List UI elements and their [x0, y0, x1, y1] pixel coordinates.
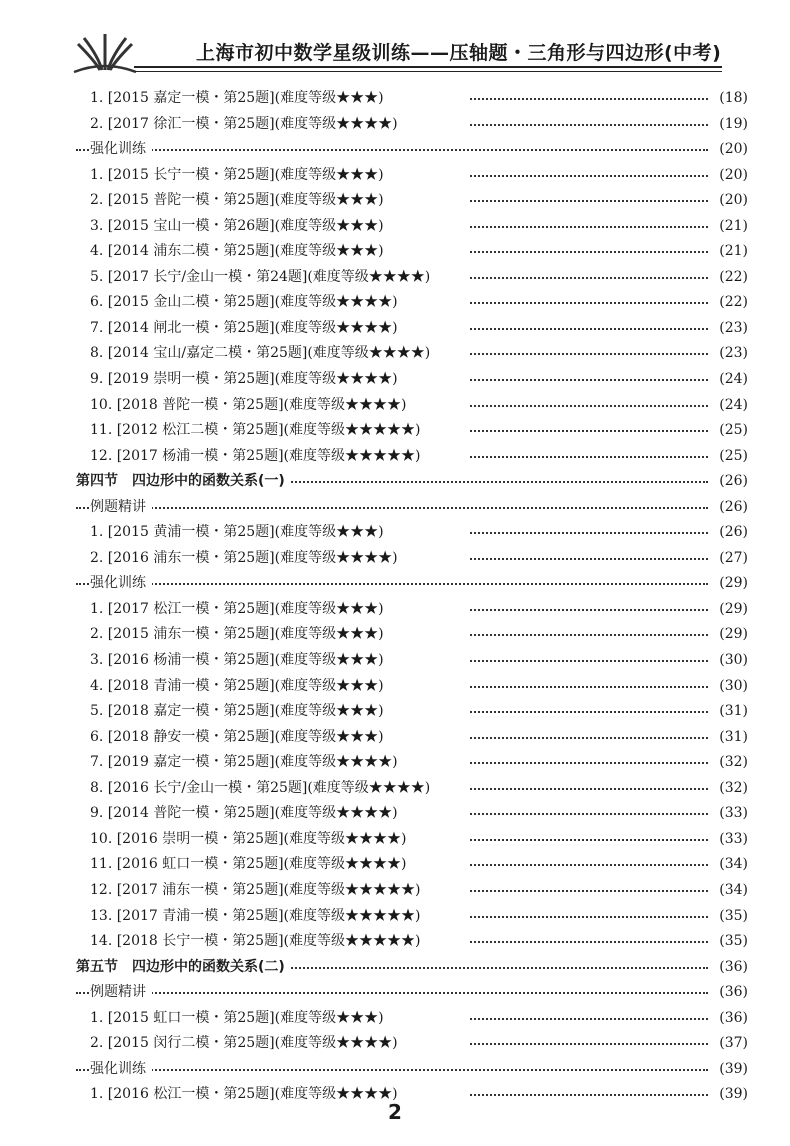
toc-entry-title: 13. [2017 青浦一模・第25题](难度等级★★★★★) — [90, 904, 426, 930]
leader-dots — [470, 711, 708, 713]
toc-entry-title: 6. [2018 静安一模・第25题](难度等级★★★) — [90, 725, 390, 751]
toc-entry[interactable] — [76, 290, 748, 316]
leader-dots — [76, 992, 708, 994]
toc-page-number: (35) — [715, 929, 748, 955]
leader-dots — [470, 609, 708, 611]
toc-entry-title: 3. [2015 宝山一模・第26题](难度等级★★★) — [90, 214, 390, 240]
toc-page-number: (37) — [715, 1031, 748, 1057]
toc-page-number: (35) — [715, 904, 748, 930]
leader-dots — [470, 430, 708, 432]
toc-page-number: (23) — [715, 316, 748, 342]
leader-dots — [470, 941, 708, 943]
toc-page-number: (30) — [715, 674, 748, 700]
header-rule — [134, 66, 722, 68]
toc-entry[interactable] — [76, 239, 748, 265]
leader-dots — [470, 813, 708, 815]
toc-page-number: (20) — [715, 137, 748, 163]
toc-entry-title: 3. [2016 杨浦一模・第25题](难度等级★★★) — [90, 648, 390, 674]
toc-entry[interactable] — [76, 622, 748, 648]
toc-entry[interactable] — [76, 214, 748, 240]
logo-icon — [70, 30, 140, 76]
toc-page-number: (39) — [715, 1057, 748, 1083]
toc-entry-title: 12. [2017 浦东一模・第25题](难度等级★★★★★) — [90, 878, 426, 904]
toc-entry-title: 10. [2018 普陀一模・第25题](难度等级★★★★) — [90, 393, 412, 419]
toc-entry[interactable] — [76, 725, 748, 751]
toc-entry[interactable] — [76, 904, 748, 930]
leader-dots — [470, 175, 708, 177]
toc-entry-title: 强化训练 — [90, 571, 152, 597]
leader-dots — [470, 98, 708, 100]
leader-dots — [470, 379, 708, 381]
toc-page-number: (22) — [715, 265, 748, 291]
toc-entry-title: 14. [2018 长宁一模・第25题](难度等级★★★★★) — [90, 929, 426, 955]
toc-entry-title: 1. [2015 黄浦一模・第25题](难度等级★★★) — [90, 520, 390, 546]
toc-page-number: (36) — [715, 980, 748, 1006]
toc-entry[interactable] — [76, 520, 748, 546]
toc-subheading[interactable] — [76, 1057, 748, 1083]
toc-entry-title: 10. [2016 崇明一模・第25题](难度等级★★★★) — [90, 827, 412, 853]
toc-entry[interactable] — [76, 163, 748, 189]
toc-page-number: (29) — [715, 597, 748, 623]
toc-page-number: (20) — [715, 163, 748, 189]
toc-entry-title: 1. [2017 松江一模・第25题](难度等级★★★) — [90, 597, 390, 623]
toc-page-number: (24) — [715, 393, 748, 419]
toc-entry-title: 4. [2014 浦东二模・第25题](难度等级★★★) — [90, 239, 390, 265]
toc-entry-title: 12. [2017 杨浦一模・第25题](难度等级★★★★★) — [90, 444, 426, 470]
toc-entry-title: 11. [2012 松江二模・第25题](难度等级★★★★★) — [90, 418, 426, 444]
toc-entry-title: 例题精讲 — [90, 980, 152, 1006]
leader-dots — [470, 1094, 708, 1096]
toc-page-number: (24) — [715, 367, 748, 393]
leader-dots — [76, 1069, 708, 1071]
toc-entry-title: 9. [2019 崇明一模・第25题](难度等级★★★★) — [90, 367, 404, 393]
toc-page-number: (26) — [715, 520, 748, 546]
toc-entry-title: 第五节 四边形中的函数关系(二) — [76, 955, 291, 981]
leader-dots — [470, 1043, 708, 1045]
toc-entry[interactable] — [76, 444, 748, 470]
toc-entry-title: 强化训练 — [90, 137, 152, 163]
leader-dots — [76, 149, 708, 151]
leader-dots — [470, 302, 708, 304]
page-header — [70, 28, 730, 80]
toc-page-number: (20) — [715, 188, 748, 214]
toc-entry-title: 2. [2015 普陀一模・第25题](难度等级★★★) — [90, 188, 390, 214]
leader-dots — [470, 328, 708, 330]
toc-entry[interactable] — [76, 393, 748, 419]
toc-page-number: (19) — [715, 112, 748, 138]
toc-entry-title: 4. [2018 青浦一模・第25题](难度等级★★★) — [90, 674, 390, 700]
leader-dots — [470, 251, 708, 253]
toc-entry-title: 例题精讲 — [90, 495, 152, 521]
toc-entry[interactable] — [76, 418, 748, 444]
toc-page-number: (32) — [715, 776, 748, 802]
toc-subheading[interactable] — [76, 571, 748, 597]
toc-entry[interactable] — [76, 852, 748, 878]
toc-entry-title: 第四节 四边形中的函数关系(一) — [76, 469, 291, 495]
toc-page-number: (25) — [715, 444, 748, 470]
toc-entry-title: 7. [2014 闸北一模・第25题](难度等级★★★★) — [90, 316, 404, 342]
toc-entry-title: 7. [2019 嘉定一模・第25题](难度等级★★★★) — [90, 750, 404, 776]
toc-page-number: (29) — [715, 571, 748, 597]
toc-entry-title: 11. [2016 虹口一模・第25题](难度等级★★★★) — [90, 852, 412, 878]
toc-page-number: (32) — [715, 750, 748, 776]
toc-subheading[interactable] — [76, 495, 748, 521]
toc-entry[interactable] — [76, 699, 748, 725]
toc-page-number: (34) — [715, 878, 748, 904]
toc-page-number: (21) — [715, 239, 748, 265]
leader-dots — [76, 583, 708, 585]
toc-entry[interactable] — [76, 546, 748, 572]
toc-entry[interactable] — [76, 1031, 748, 1057]
toc-entry-title: 5. [2017 长宁/金山一模・第24题](难度等级★★★★) — [90, 265, 436, 291]
toc-page-number: (30) — [715, 648, 748, 674]
toc-entry-title: 1. [2015 长宁一模・第25题](难度等级★★★) — [90, 163, 390, 189]
toc-entry-title: 9. [2014 普陀一模・第25题](难度等级★★★★) — [90, 801, 404, 827]
toc-entry[interactable] — [76, 929, 748, 955]
leader-dots — [470, 686, 708, 688]
toc-entry-title: 1. [2015 嘉定一模・第25题](难度等级★★★) — [90, 86, 390, 112]
leader-dots — [470, 353, 708, 355]
toc-page-number: (18) — [715, 86, 748, 112]
toc-page-number: (36) — [715, 1006, 748, 1032]
toc-subheading[interactable] — [76, 980, 748, 1006]
book-title: 上海市初中数学星级训练——压轴题・三角形与四边形(中考) — [196, 42, 722, 64]
toc-page-number: (26) — [715, 469, 748, 495]
toc-entry[interactable] — [76, 341, 748, 367]
toc-page-number: (21) — [715, 214, 748, 240]
toc-entry-title: 8. [2016 长宁/金山一模・第25题](难度等级★★★★) — [90, 776, 436, 802]
toc-entry[interactable] — [76, 112, 748, 138]
table-of-contents — [76, 86, 748, 1108]
leader-dots — [470, 660, 708, 662]
toc-page-number: (27) — [715, 546, 748, 572]
toc-page-number: (22) — [715, 290, 748, 316]
leader-dots — [470, 864, 708, 866]
header-rule-thin — [134, 71, 722, 72]
toc-subheading[interactable] — [76, 137, 748, 163]
toc-entry-title: 6. [2015 金山二模・第25题](难度等级★★★★) — [90, 290, 404, 316]
toc-page-number: (33) — [715, 801, 748, 827]
toc-section-heading[interactable] — [76, 469, 748, 495]
toc-entry-title: 2. [2015 浦东一模・第25题](难度等级★★★) — [90, 622, 390, 648]
toc-entry[interactable] — [76, 1006, 748, 1032]
toc-page-number: (39) — [715, 1082, 748, 1108]
toc-page-number: (36) — [715, 955, 748, 981]
toc-entry[interactable] — [76, 316, 748, 342]
toc-entry-title: 1. [2015 虹口一模・第25题](难度等级★★★) — [90, 1006, 390, 1032]
leader-dots — [470, 226, 708, 228]
leader-dots — [470, 1018, 708, 1020]
leader-dots — [470, 532, 708, 534]
toc-page-number: (34) — [715, 852, 748, 878]
toc-entry-title: 1. [2016 松江一模・第25题](难度等级★★★★) — [90, 1082, 404, 1108]
leader-dots — [470, 634, 708, 636]
leader-dots — [470, 839, 708, 841]
toc-entry-title: 2. [2017 徐汇一模・第25题](难度等级★★★★) — [90, 112, 404, 138]
leader-dots — [470, 124, 708, 126]
leader-dots — [470, 558, 708, 560]
toc-entry-title: 强化训练 — [90, 1057, 152, 1083]
toc-entry-title: 5. [2018 嘉定一模・第25题](难度等级★★★) — [90, 699, 390, 725]
toc-entry[interactable] — [76, 597, 748, 623]
toc-entry[interactable] — [76, 674, 748, 700]
leader-dots — [470, 405, 708, 407]
toc-page-number: (23) — [715, 341, 748, 367]
leader-dots — [470, 200, 708, 202]
toc-page-number: (29) — [715, 622, 748, 648]
toc-entry[interactable] — [76, 648, 748, 674]
toc-page-number: (26) — [715, 495, 748, 521]
toc-entry[interactable] — [76, 750, 748, 776]
leader-dots — [470, 762, 708, 764]
leader-dots — [470, 890, 708, 892]
toc-entry[interactable] — [76, 367, 748, 393]
toc-entry[interactable] — [76, 801, 748, 827]
toc-entry[interactable] — [76, 776, 748, 802]
toc-entry[interactable] — [76, 827, 748, 853]
leader-dots — [470, 737, 708, 739]
toc-entry[interactable] — [76, 86, 748, 112]
toc-page-number: (31) — [715, 699, 748, 725]
toc-entry-title: 2. [2016 浦东一模・第25题](难度等级★★★★) — [90, 546, 404, 572]
toc-page-number: (31) — [715, 725, 748, 751]
leader-dots — [76, 507, 708, 509]
leader-dots — [470, 788, 708, 790]
page-number: 2 — [388, 1100, 402, 1124]
toc-section-heading[interactable] — [76, 955, 748, 981]
leader-dots — [470, 456, 708, 458]
toc-entry[interactable] — [76, 878, 748, 904]
leader-dots — [470, 916, 708, 918]
toc-page-number: (33) — [715, 827, 748, 853]
toc-entry[interactable] — [76, 265, 748, 291]
toc-entry-title: 2. [2015 闵行二模・第25题](难度等级★★★★) — [90, 1031, 404, 1057]
toc-page-number: (25) — [715, 418, 748, 444]
toc-entry-title: 8. [2014 宝山/嘉定二模・第25题](难度等级★★★★) — [90, 341, 436, 367]
leader-dots — [470, 277, 708, 279]
toc-entry[interactable] — [76, 188, 748, 214]
